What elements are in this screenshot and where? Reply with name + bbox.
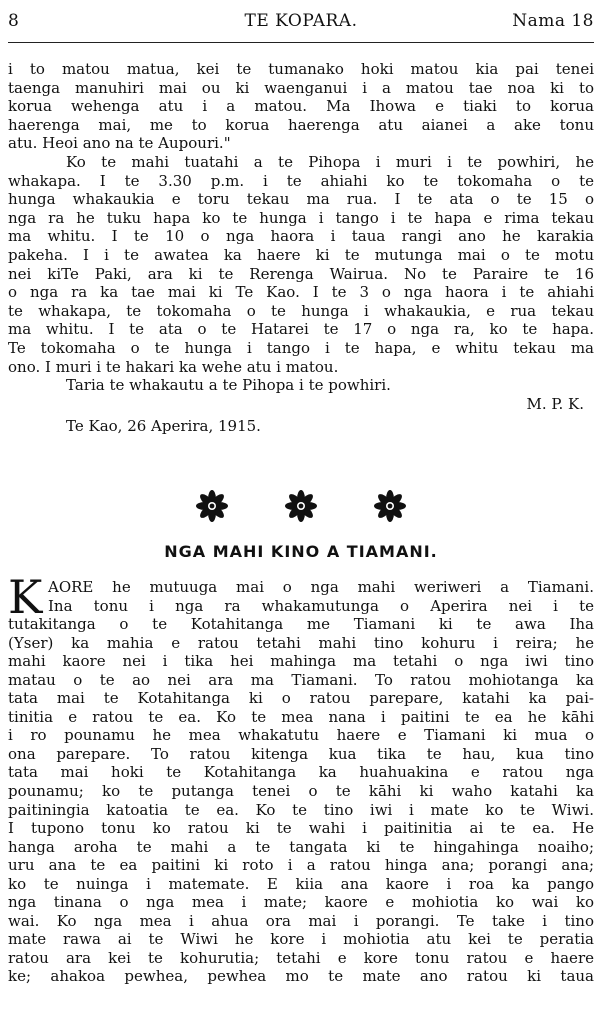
text-line: nei kiTe Paki, ara ki te Rerenga Wairua. No te Paraire te 16 [8, 264, 594, 283]
text-line: mate rawa ai te Wiwi he kore i mohiotia atu kei te peratia [8, 930, 594, 949]
flower-ornament-icon [372, 488, 408, 524]
flower-ornament-icon [283, 488, 319, 524]
text-line: korua wehenga atu i a matou. Ma Ihowa e tiaki to korua [8, 97, 594, 116]
text-line: AORE he mutuuga mai o nga mahi weriweri a Tiamani. [48, 578, 594, 596]
closing-line: Taria te whakautu a te Pihopa i te powhiri. [66, 376, 391, 395]
text-line: uru ana te ea paitini ki roto i a ratou hinga ana; porangi ana; [8, 856, 594, 875]
text-line: ona parepare. To ratou kitenga kua tika te hau, kua tino [8, 744, 594, 763]
text-line: wai. Ko nga mea i ahua ora mai i porangi. Te take i tino [8, 911, 594, 930]
text-line: matau o te ao nei ara ma Tiamani. To ratou mohiotanga ka [8, 670, 594, 689]
publication-title: TE KOPARA. [244, 11, 358, 31]
text-line: i ro pounamu he mea whakatutu haere e Tiamani ki mua o [8, 726, 594, 745]
page-number: 8 [8, 11, 20, 31]
text-line: ma whitu. I te ata o te Hatarei te 17 o nga ra, ko te hapa. [8, 320, 594, 339]
header-rule [8, 42, 594, 43]
text-line: taenga manuhiri mai ou ki waenganui i a matou tae noa ki to [8, 78, 594, 97]
dateline: Te Kao, 26 Aperira, 1915. [66, 417, 261, 436]
text-line: Ko te mahi tuatahi a te Pihopa i muri i te powhiri, he [66, 152, 594, 171]
text-line: haerenga mai, me to korua haerenga atu aianei a ake tonu [8, 115, 594, 134]
drop-cap: K [8, 570, 43, 624]
text-line: Ina tonu i nga ra whakamutunga o Aperira nei i te [48, 596, 594, 615]
text-line: tata mai hoki te Kotahitanga ka huahuakina e ratou nga [8, 763, 594, 782]
text-line: (Yser) ka mahia e ratou tetahi mahi tino kohuru i reira; he [8, 633, 594, 652]
text-line: atu. Heoi ano na te Aupouri." [8, 134, 231, 153]
text-line: o nga ra ka tae mai ki Te Kao. I te 3 o nga haora i te ahiahi [8, 283, 594, 302]
text-line: pakeha. I i te awatea ka haere ki te mutunga mai o te motu [8, 245, 594, 264]
text-line: ke; ahakoa pewhea, pewhea mo te mate ano ratou ki taua [8, 967, 594, 986]
text-line: pounamu; ko te putanga tenei o te kāhi ki waho katahi ka [8, 782, 594, 801]
article-heading: NGA MAHI KINO A TIAMANI. [164, 542, 438, 561]
text-line: ko te nuinga i matemate. E kiia ana kaore i roa ka pango [8, 874, 594, 893]
ornament-row [0, 488, 602, 528]
text-line: tata mai te Kotahitanga ki o ratou parepare, katahi ka pai- [8, 689, 594, 708]
signature: M. P. K. [526, 394, 584, 413]
text-line: i to matou matua, kei te tumanako hoki matou kia pai tenei [8, 60, 594, 78]
text-line: ratou ara kei te kohurutia; tetahi e kore tonu ratou e haere [8, 948, 594, 967]
text-line: ono. I muri i te hakari ka wehe atu i matou. [8, 357, 339, 376]
flower-ornament-icon [194, 488, 230, 524]
text-line: hunga whakaukia e toru tekau ma rua. I te ata o te 15 o [8, 190, 594, 209]
text-line: hanga aroha te mahi a te tangata ki te hingahinga noaiho; [8, 837, 594, 856]
text-line: te whakapa, te tokomaha o te hunga i whakaukia, e rua tekau [8, 301, 594, 320]
page-header [8, 8, 594, 34]
text-line: tinitia e ratou te ea. Ko te mea nana i paitini te ea he kāhi [8, 707, 594, 726]
text-line: nga tinana o nga mea i mate; kaore e mohiotia ko wai ko [8, 893, 594, 912]
text-line: nga ra he tuku hapa ko te hunga i tango i te hapa e rima tekau [8, 208, 594, 227]
issue-number: Nama 18 [512, 11, 594, 31]
text-line: paitiningia katoatia te ea. Ko te tino iwi i mate ko te Wiwi. [8, 800, 594, 819]
text-line: tutakitanga o te Kotahitanga me Tiamani ki te awa Iha [8, 615, 594, 634]
text-line: Te tokomaha o te hunga i tango i te hapa, e whitu tekau ma [8, 338, 594, 357]
article-body [8, 570, 594, 986]
text-line: mahi kaore nei i tika hei mahinga ma tetahi o nga iwi tino [8, 652, 594, 671]
letter-section [8, 60, 594, 436]
text-line: ma whitu. I te 10 o nga haora i taua rangi ano he karakia [8, 227, 594, 246]
text-line: whakapa. I te 3.30 p.m. i te ahiahi ko te tokomaha o te [8, 171, 594, 190]
text-line: I tupono tonu ko ratou ki te wahi i paitinitia ai te ea. He [8, 819, 594, 838]
